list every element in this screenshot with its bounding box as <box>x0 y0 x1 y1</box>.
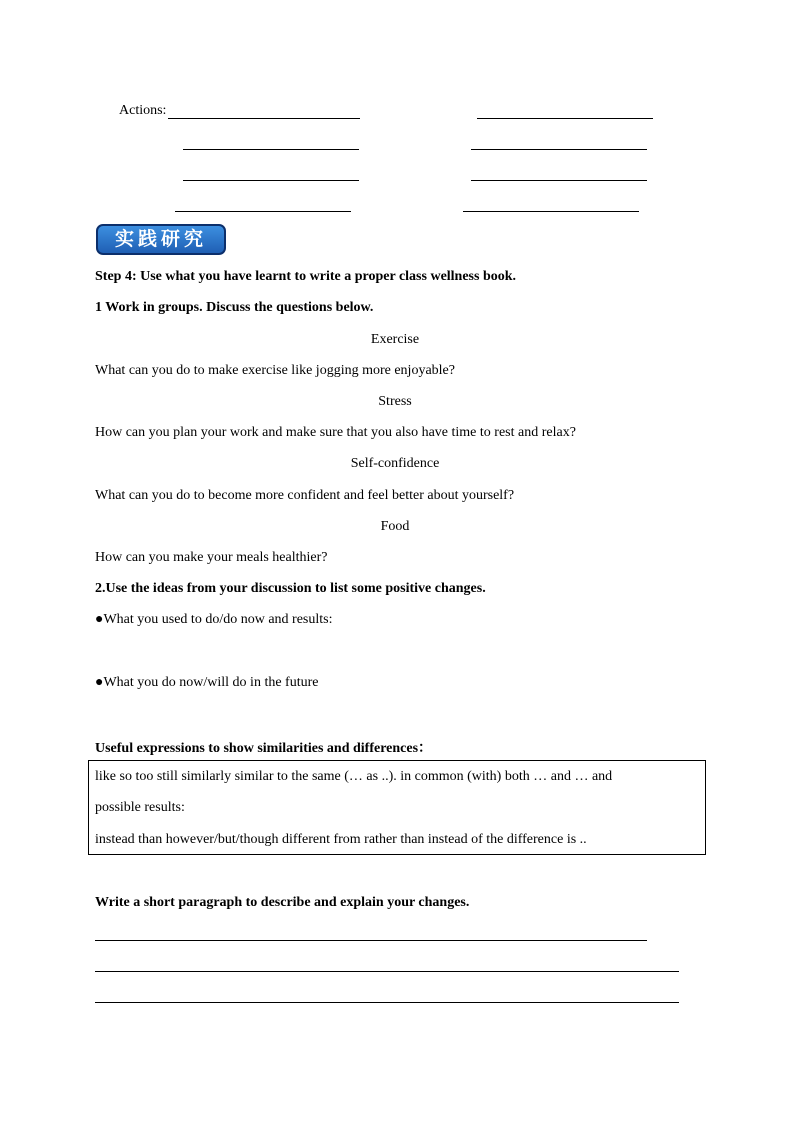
writing-line[interactable] <box>95 971 679 972</box>
writing-line[interactable] <box>95 940 647 941</box>
action-blank-line[interactable] <box>168 118 360 119</box>
action-blank-line[interactable] <box>477 118 653 119</box>
bullet-used-to: ●What you used to do/do now and results: <box>95 612 333 627</box>
useful-expressions-line: possible results: <box>95 800 185 815</box>
bullet-future: ●What you do now/will do in the future <box>95 675 319 690</box>
topic-heading-self-confidence: Self-confidence <box>350 456 440 471</box>
topic-heading-exercise: Exercise <box>370 332 420 347</box>
topic-question-stress: How can you plan your work and make sure that you also have time to rest and relax? <box>95 425 576 440</box>
action-blank-line[interactable] <box>471 149 647 150</box>
write-task-heading: Write a short paragraph to describe and explain your changes. <box>95 895 470 910</box>
writing-line[interactable] <box>95 1002 679 1003</box>
action-blank-line[interactable] <box>183 180 359 181</box>
action-blank-line[interactable] <box>471 180 647 181</box>
section-badge: 实践研究 <box>96 224 226 255</box>
useful-expressions-line: like so too still similarly similar to the same (… as ..). in common (with) both … and … and <box>95 769 613 784</box>
useful-expressions-line: instead than however/but/though different from rather than instead of the difference is .. <box>95 832 587 847</box>
topic-question-food: How can you make your meals healthier? <box>95 550 328 565</box>
task2-heading: 2.Use the ideas from your discussion to list some positive changes. <box>95 581 486 596</box>
topic-heading-food: Food <box>380 519 410 534</box>
useful-expressions-heading: Useful expressions to show similarities and differences： <box>95 741 433 756</box>
task1-heading: 1 Work in groups. Discuss the questions below. <box>95 300 374 315</box>
topic-heading-stress: Stress <box>378 394 412 409</box>
step4-heading: Step 4: Use what you have learnt to write a proper class wellness book. <box>95 269 517 284</box>
action-blank-line[interactable] <box>183 149 359 150</box>
actions-label: Actions: <box>119 103 167 118</box>
topic-question-exercise: What can you do to make exercise like jogging more enjoyable? <box>95 363 455 378</box>
action-blank-line[interactable] <box>175 211 351 212</box>
action-blank-line[interactable] <box>463 211 639 212</box>
topic-question-self-confidence: What can you do to become more confident and feel better about yourself? <box>95 488 515 503</box>
